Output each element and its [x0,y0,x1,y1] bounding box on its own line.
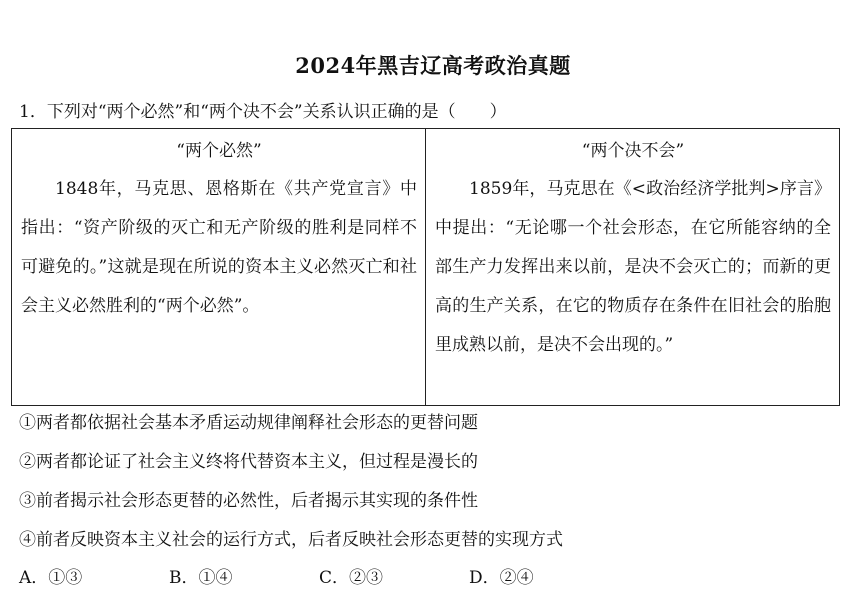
statement-1: ①两者都依据社会基本矛盾运动规律阐释社会形态的更替问题 [19,413,478,433]
statement-2: ②两者都论证了社会主义终将代替资本主义，但过程是漫长的 [19,452,478,472]
table-cell-two-inevitables [12,129,426,406]
statement-4: ④前者反映资本主义社会的运行方式，后者反映社会形态更替的实现方式 [19,530,563,550]
answer-choices [19,563,619,588]
column-heading-two-nevers: “两个决不会” [581,141,685,161]
statement-3: ③前者揭示社会形态更替的必然性，后者揭示其实现的条件性 [19,491,478,511]
question-stem: 1．下列对“两个必然”和“两个决不会”关系认识正确的是（ ） [19,102,507,122]
choice-d[interactable]: D．②④ [469,568,534,588]
choice-c[interactable]: C．②③ [319,568,384,588]
column-heading-two-inevitables: “两个必然” [176,141,262,161]
column-text-two-inevitables: 1848年，马克思、恩格斯在《共产党宣言》中指出：“资产阶级的灭亡和无产阶级的胜利是同样不可避免的。”这就是现在所说的资本主义必然灭亡和社会主义必然胜利的“两个必然”。 [21,179,417,316]
statement-list [19,404,563,560]
page-title: 2024年黑吉辽高考政治真题 [295,53,571,78]
table-cell-two-nevers [426,129,840,406]
choice-b[interactable]: B．①④ [169,568,233,588]
column-text-two-nevers: 1859年，马克思在《<政治经济学批判>序言》中提出：“无论哪一个社会形态，在它所能容纳的全部生产力发挥出来以前，是决不会灭亡的；而新的更高的生产关系，在它的物质存在条件在旧社会的胎胞里成熟以前，是决不会出现的。” [435,179,831,355]
quote-table [11,128,840,406]
choice-a[interactable]: A．①③ [19,568,83,588]
